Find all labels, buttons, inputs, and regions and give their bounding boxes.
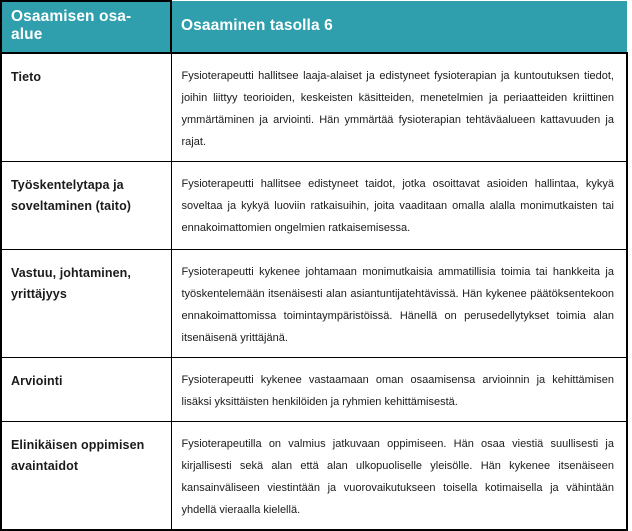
- table-row: [1, 250, 627, 358]
- competence-area-cell: Arviointi: [1, 358, 171, 422]
- competence-area-cell: Tieto: [1, 53, 171, 162]
- table-row: [1, 422, 627, 531]
- table-header-row: [1, 1, 627, 53]
- header-cell-competence-area: Osaamisen osa-alue: [1, 1, 171, 53]
- level-description-cell: Fysioterapeutti kykenee johtamaan monimutkaisia ammatillisia toimia tai hankkeita ja työskentelemään itsenäisesti alan asiantuntijatehtävissä. Hän kykenee päätöksentekoon ennakoimattomissa toimintaympäristöissä. Hänellä on perusedellytykset toimia alan itsenäisenä yrittäjänä.: [171, 250, 627, 358]
- level-description-cell: Fysioterapeutilla on valmius jatkuvaan oppimiseen. Hän osaa viestiä suullisesti ja kirjallisesti sekä alan että alan ulkopuoliselle yleisölle. Hän kykenee itsenäiseen kansainväliseen viestintään ja vuorovaikutukseen toisella kotimaisella ja vähintään yhdellä vieraalla kielellä.: [171, 422, 627, 531]
- level-description-cell: Fysioterapeutti hallitsee laaja-alaiset ja edistyneet fysioterapian ja kuntoutuksen tiedot, joihin liittyy teorioiden, keskeisten käsitteiden, menetelmien ja periaatteiden kriittinen ymmärtäminen ja arviointi. Hän ymmärtää fysioterapian tehtäväalueen kattavuuden ja rajat.: [171, 53, 627, 162]
- level-description-cell: Fysioterapeutti kykenee vastaamaan oman osaamisensa arvioinnin ja kehittämisen lisäksi yksittäisten henkilöiden ja ryhmien kehittämisestä.: [171, 358, 627, 422]
- competence-area-cell: Elinikäisen oppimisen avaintaidot: [1, 422, 171, 531]
- competence-area-cell: Työskentelytapa ja soveltaminen (taito): [1, 162, 171, 250]
- table-row: [1, 162, 627, 250]
- competence-area-cell: Vastuu, johtaminen, yrittäjyys: [1, 250, 171, 358]
- table-row: [1, 53, 627, 162]
- level-description-cell: Fysioterapeutti hallitsee edistyneet taidot, jotka osoittavat asioiden hallintaa, kykyä soveltaa ja kykyä luoviin ratkaisuihin, joita vaaditaan omalla alalla monimutkaisten tai ennakoimattomien ongelmien ratkaisemisessa.: [171, 162, 627, 250]
- table-row: [1, 358, 627, 422]
- header-cell-level-6: Osaaminen tasolla 6: [171, 1, 627, 53]
